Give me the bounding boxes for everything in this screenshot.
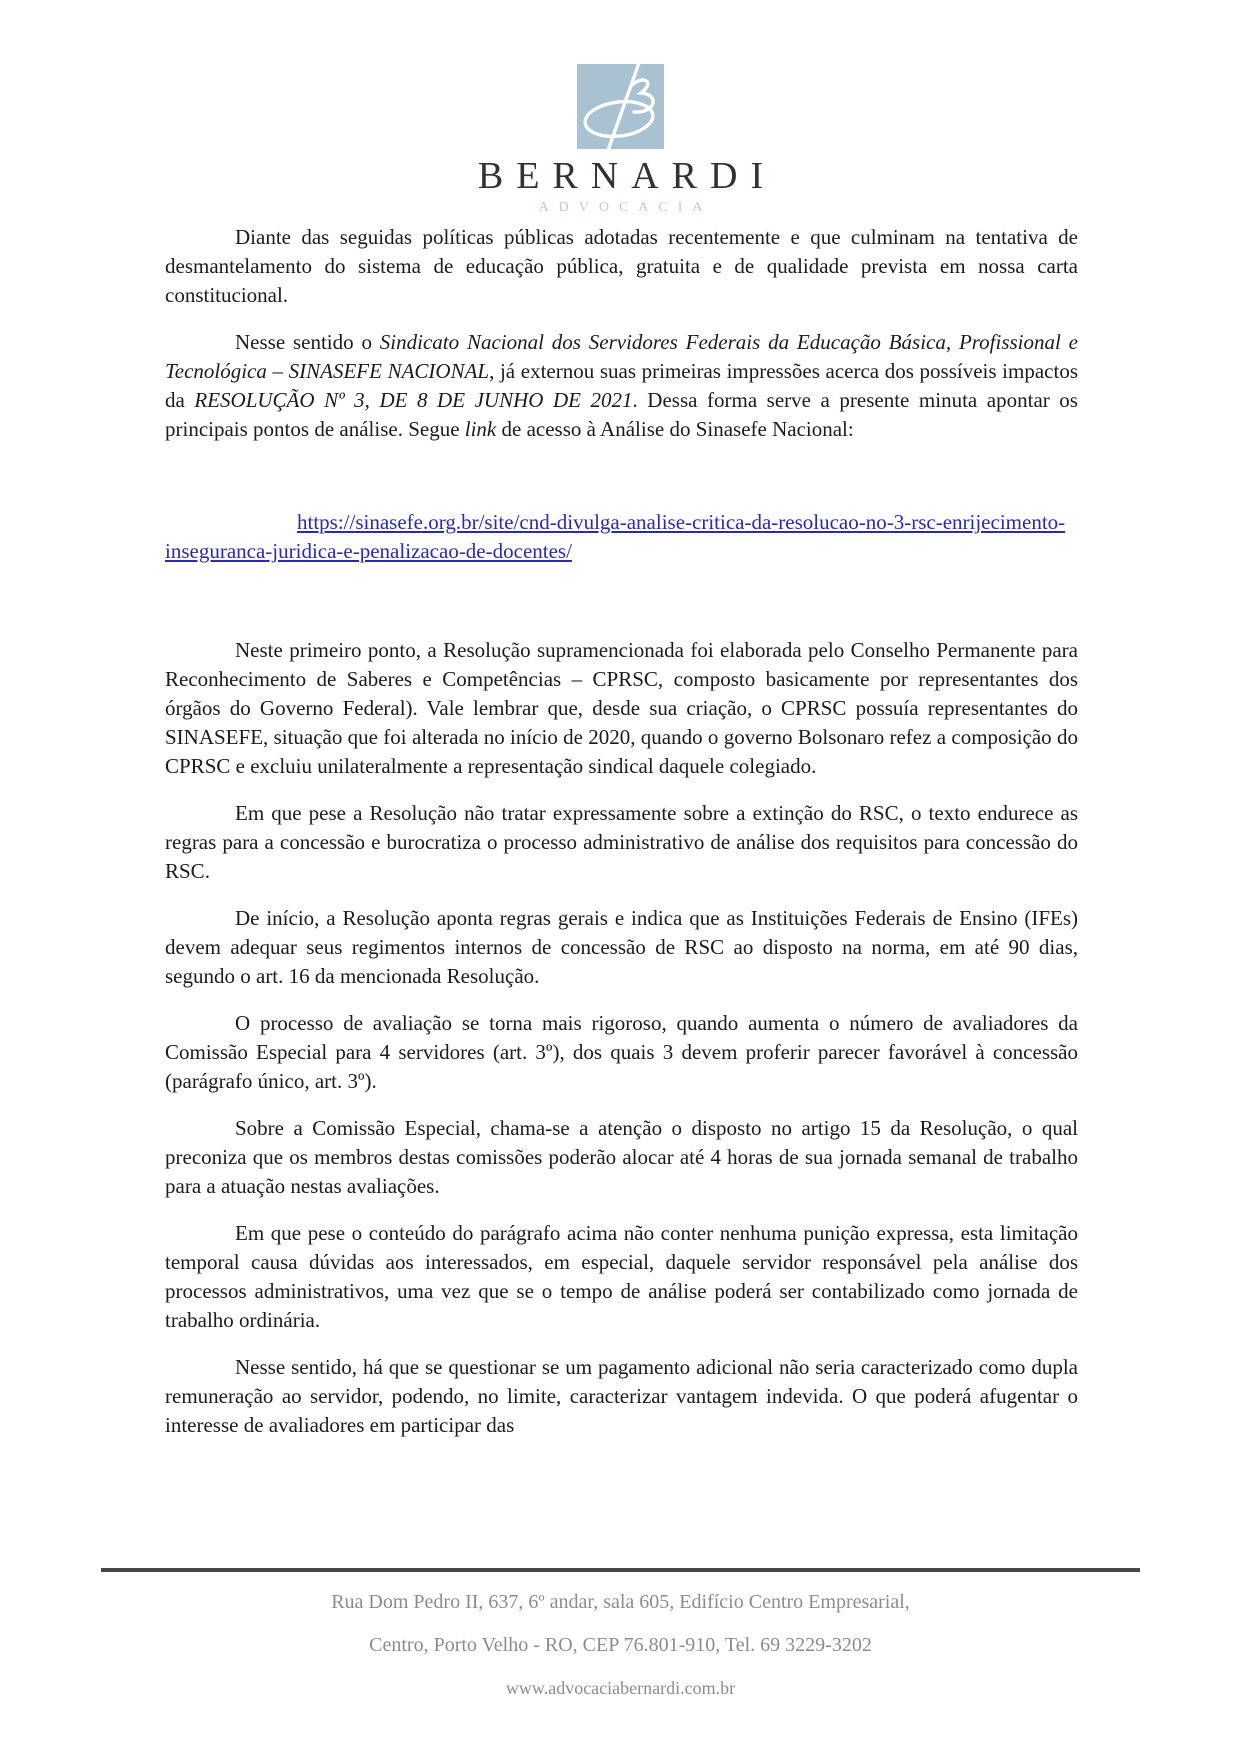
document-body xyxy=(165,217,1078,1440)
footer-contact-block xyxy=(0,1590,1241,1700)
body-text: Neste primeiro ponto, a Resolução supramencionada foi elaborada pelo Conselho Permanente para Reconhecimento de Saberes e Competências – CPRSC, composto basicamente por representantes dos órgãos do Governo Federal). Vale lembrar que, desde sua criação, o CPRSC possuía representantes do SINASEFE, situação que foi alterada no início de 2020, quando o governo Bolsonaro refez a composição do CPRSC e excluiu unilateralmente a representação sindical daquele colegiado. xyxy=(165,638,1078,778)
paragraph xyxy=(165,636,1078,781)
body-text: Nesse sentido, há que se questionar se um pagamento adicional não seria caracterizado como dupla remuneração ao servidor, podendo, no limite, caracterizar vantagem indevida. O que poderá afugentar o interesse de avaliadores em participar das xyxy=(165,1355,1078,1437)
brand-subtitle: ADVOCACIA xyxy=(538,200,713,215)
emphasis-text: link xyxy=(464,417,497,441)
page-footer xyxy=(0,1568,1241,1719)
footer-address-line1: Rua Dom Pedro II, 637, 6º andar, sala 605, Edifício Centro Empresarial, xyxy=(331,1591,910,1613)
body-text: de acesso à Análise do Sinasefe Nacional: xyxy=(496,417,854,441)
body-text: O processo de avaliação se torna mais rigoroso, quando aumenta o número de avaliadores da Comissão Especial para 4 servidores (art. 3º), dos quais 3 devem proferir parecer favorável à concessão (parágrafo único, art. 3º). xyxy=(165,1011,1078,1093)
paragraph xyxy=(165,799,1078,886)
footer-divider xyxy=(101,1568,1140,1572)
body-text: Em que pese o conteúdo do parágrafo acima não conter nenhuma punição expressa, esta limitação temporal causa dúvidas aos interessados, em especial, daquele servidor responsável pela análise dos processos administrativos, uma vez que se o tempo de análise poderá ser contabilizado como jornada de trabalho ordinária. xyxy=(165,1221,1078,1332)
body-text: . Dessa forma serve a presente minuta apontar os principais pontos de análise. Segue xyxy=(165,388,1078,441)
paragraph xyxy=(165,1219,1078,1335)
brand-logo-icon xyxy=(577,64,664,149)
body-text: Sobre a Comissão Especial, chama-se a atenção o disposto no artigo 15 da Resolução, o qual preconiza que os membros destas comissões poderão alocar até 4 horas de sua jornada semanal de trabalho para a atuação nestas avaliações. xyxy=(165,1116,1078,1198)
body-text: Diante das seguidas políticas públicas adotadas recentemente e que culminam na tentativa de desmantelamento do sistema de educação pública, gratuita e de qualidade prevista em nossa carta constitucional. xyxy=(165,225,1078,307)
link-paragraph xyxy=(165,508,1078,566)
emphasis-text: Sindicato Nacional dos Servidores Federais da Educação Básica, Profissional e Tecnológica – SINASEFE NACIONAL xyxy=(165,330,1078,383)
paragraph xyxy=(165,1114,1078,1201)
sinasefe-analysis-link[interactable]: https://sinasefe.org.br/site/cnd-divulga-analise-critica-da-resolucao-no-3-rsc-enrijecimento-inseguranca-juridica-e-penalizacao-de-docentes/ xyxy=(165,510,1066,563)
paragraph xyxy=(165,1009,1078,1096)
paragraph xyxy=(165,328,1078,444)
paragraph xyxy=(165,904,1078,991)
emphasis-text: RESOLUÇÃO Nº 3, DE 8 DE JUNHO DE 2021 xyxy=(194,388,633,412)
paragraph xyxy=(165,223,1078,310)
brand-name: BERNARDI xyxy=(477,155,777,197)
body-text: De início, a Resolução aponta regras gerais e indica que as Instituições Federais de Ensino (IFEs) devem adequar seus regimentos internos de concessão de RSC ao disposto na norma, em até 90 dias, segundo o art. 16 da mencionada Resolução. xyxy=(165,906,1078,988)
body-text: , já externou suas primeiras impressões acerca dos possíveis impactos da xyxy=(165,359,1078,412)
footer-address-line2: Centro, Porto Velho - RO, CEP 76.801-910, Tel. 69 3229-3202 xyxy=(369,1634,872,1656)
body-text: Nesse sentido o xyxy=(235,330,380,354)
paragraph xyxy=(165,1353,1078,1440)
footer-website: www.advocaciabernardi.com.br xyxy=(505,1678,736,1698)
body-text: Em que pese a Resolução não tratar expressamente sobre a extinção do RSC, o texto endurece as regras para a concessão e burocratiza o processo administrativo de análise dos requisitos para concessão do RSC. xyxy=(165,801,1078,883)
letterhead xyxy=(0,0,1241,217)
